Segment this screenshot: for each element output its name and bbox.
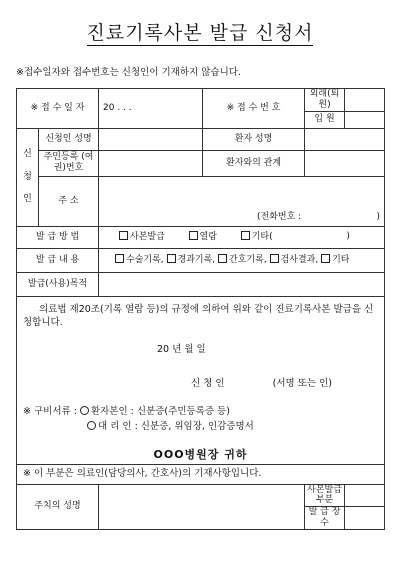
applicant-name-field[interactable] [99,128,203,150]
sign-hint: (서명 또는 인) [272,377,332,389]
inpatient-label: 입 원 [305,111,345,128]
application-form [16,88,385,530]
notice-text: ※접수일자와 접수번호는 신청인이 기재하지 않습니다. [16,67,241,78]
phone-hint: (전화번호 : [257,211,302,222]
content-other-label: 기타 [332,254,350,265]
content-nursing-label: 간호기록, [229,254,267,265]
checkbox-surgery[interactable] [115,254,124,263]
content-surgery[interactable] [115,255,164,265]
patient-name-label: 환자 성명 [203,128,305,150]
content-tests[interactable] [270,255,319,265]
form-title [0,18,400,45]
checkbox-tests[interactable] [270,254,279,263]
option-other-label: 기타( [251,231,273,242]
reception-date-label: ※ 접 수 일 자 [17,89,99,129]
hospital-addressee: OOO병원장 귀하 [153,448,248,462]
count-field[interactable] [345,507,385,530]
content-nursing[interactable] [218,255,267,265]
option-view[interactable] [189,232,217,242]
issue-method-options [99,226,385,248]
checkbox-other[interactable] [241,231,250,240]
option-view-label: 열람 [199,231,217,242]
applicant-name-label: 신청인 성명 [39,128,99,150]
purpose-label: 발급(사용)목적 [17,272,99,296]
doc1-text: 환자본인 : 신분증(주민등록증 등) [90,405,230,417]
checkbox-view[interactable] [189,231,198,240]
applicant-char-3: 인 [23,194,32,205]
reception-number-label: ※ 접 수 번 호 [203,89,305,129]
statement-text: 의료법 제20조(기록 열람 등)의 규정에 의하여 위와 같이 진료기록사본 발급을 신청합니다. [23,303,374,329]
id-number-field[interactable] [99,150,203,176]
relation-label: 환자와의 관계 [203,150,305,176]
relation-field[interactable] [305,150,385,176]
doc2-circle-icon [87,421,96,430]
option-other-close: ) [346,231,350,242]
date-line: 20 년 월 일 [157,344,206,356]
doc1-circle-icon [80,406,89,415]
count-label: 발 급 장 수 [305,507,345,530]
address-field[interactable] [99,176,385,226]
issue-method-label: 발 급 방 법 [17,226,99,248]
option-other[interactable] [241,232,273,242]
content-other[interactable] [321,255,349,265]
checkbox-content-other[interactable] [321,254,330,263]
content-progress-label: 경과기록, [177,254,216,265]
signer-label: 신 청 인 [191,377,225,389]
applicant-group-label [17,128,39,226]
dept-field[interactable] [345,484,385,507]
phone-close: ) [376,211,381,222]
inpatient-field[interactable] [345,111,385,128]
statement-block [17,296,385,464]
outpatient-field[interactable] [345,89,385,112]
content-progress[interactable] [167,255,216,265]
option-copy[interactable] [119,232,165,242]
purpose-field[interactable] [99,272,385,296]
address-label: 주 소 [39,176,99,226]
checkbox-progress[interactable] [167,254,176,263]
content-tests-label: 검사결과, [280,254,319,265]
issue-content-options [99,248,385,272]
patient-name-field[interactable] [305,128,385,150]
checkbox-copy[interactable] [119,231,128,240]
form-title-text: 진료기록사본 발급 신청서 [86,22,314,44]
id-number-label: 주민등록 (여권)번호 [39,150,99,176]
doctor-name-label: 주치의 성명 [17,484,99,529]
outpatient-label: 외래(퇴원) [305,89,345,112]
dept-label: 사본발급 부분 [305,484,345,507]
medical-note: ※ 이 부분은 의료인(담당의사, 간호사)의 기재사항입니다. [17,464,385,484]
option-copy-label: 사본발급 [130,231,165,242]
issue-content-label: 발 급 내 용 [17,248,99,272]
checkbox-nursing[interactable] [218,254,227,263]
applicant-char-1: 신 [23,148,32,159]
doc2-text: 대 리 인 : 신분증, 위임장, 인감증명서 [98,420,254,432]
doctor-name-field[interactable] [99,484,305,529]
reception-date-value[interactable]: 20 . . . [99,89,203,129]
applicant-char-2: 청 [23,171,32,182]
docs-title: ※ 구비서류 : [23,405,77,417]
content-surgery-label: 수술기록, [126,254,164,265]
